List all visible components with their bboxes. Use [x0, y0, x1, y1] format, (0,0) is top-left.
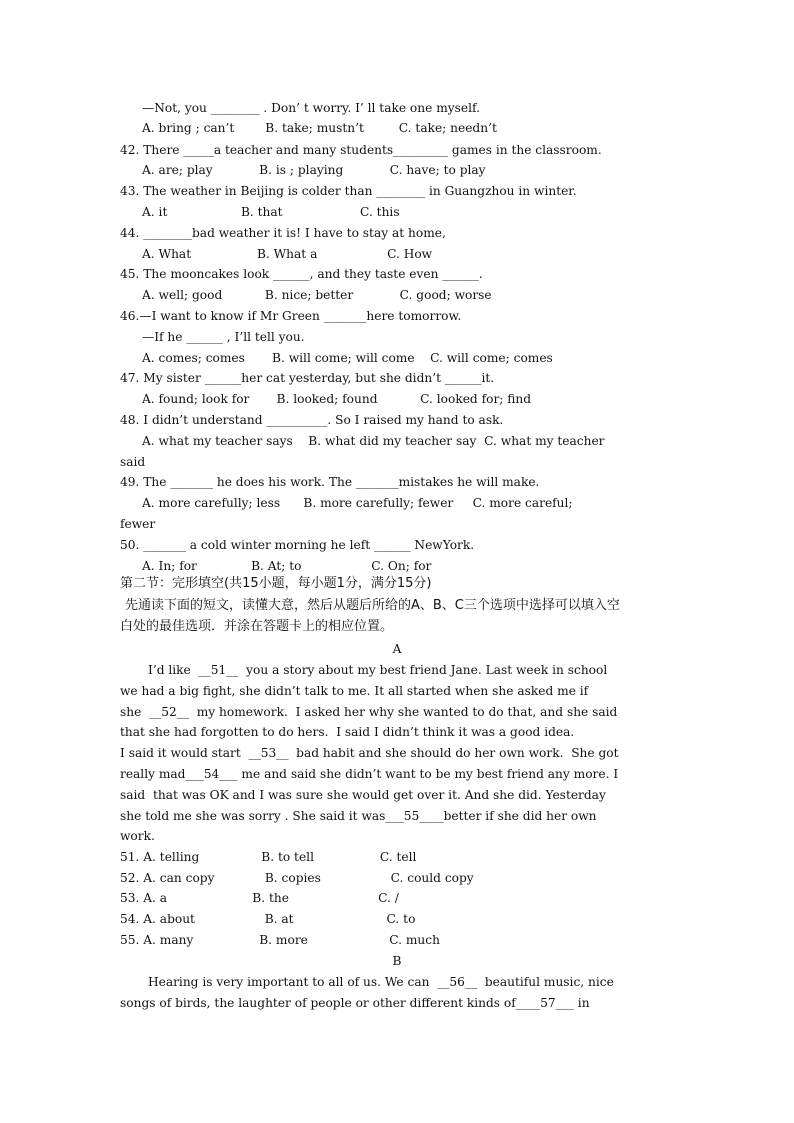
- option-line: 53. A. a B. the C. /: [120, 891, 399, 905]
- option-line: 55. A. many B. more C. much: [120, 933, 440, 947]
- passage-line: really mad___54___ me and said she didn’t want to be my best friend any more. I: [120, 767, 619, 781]
- text-line: 42. There _____a teacher and many students_________ games in the classroom.: [120, 143, 602, 157]
- text-line: A. In; for B. At; to C. On; for: [142, 559, 432, 573]
- text-line: A. are; play B. is ; playing C. have; to play: [142, 163, 486, 177]
- option-line: 52. A. can copy B. copies C. could copy: [120, 871, 474, 885]
- text-line: A. comes; comes B. will come; will come C. will come; comes: [142, 351, 553, 365]
- text-line: said: [120, 455, 146, 469]
- text-line: 44. ________bad weather it is! I have to stay at home,: [120, 226, 446, 240]
- text-line: 45. The mooncakes look ______, and they taste even ______.: [120, 267, 483, 281]
- text-line: A. well; good B. nice; better C. good; worse: [142, 288, 492, 302]
- passage-line: she told me she was sorry . She said it was___55____better if she did her own: [120, 809, 597, 823]
- passage-line: we had a big fight, she didn’t talk to me. It all started when she asked me if: [120, 684, 589, 698]
- text-line: A. What B. What a C. How: [142, 247, 433, 261]
- passage-line: she __52__ my homework. I asked her why she wanted to do that, and she said: [120, 705, 618, 719]
- option-line: 54. A. about B. at C. to: [120, 912, 416, 926]
- text-line: A. bring ; can’t B. take; mustn’t C. take; needn’t: [142, 121, 497, 135]
- text-line: 47. My sister ______her cat yesterday, but she didn’t ______it.: [120, 371, 495, 385]
- text-line: 46.—I want to know if Mr Green _______here tomorrow.: [120, 309, 462, 323]
- passage-label: B: [392, 954, 402, 968]
- text-line: 49. The _______ he does his work. The _______mistakes he will make.: [120, 475, 540, 489]
- passage-line: Hearing is very important to all of us. We can __56__ beautiful music, nice: [148, 975, 614, 989]
- passage-line: songs of birds, the laughter of people or other different kinds of____57___ in: [120, 996, 590, 1010]
- text-line: 50. _______ a cold winter morning he left ______ NewYork.: [120, 538, 475, 552]
- instruction-line: 白处的最佳选项．并涂在答题卡上的相应位置。: [120, 619, 394, 634]
- passage-label: A: [392, 642, 402, 656]
- passage-line: said that was OK and I was sure she would get over it. And she did. Yesterday: [120, 788, 606, 802]
- passage-line: I’d like __51__ you a story about my best friend Jane. Last week in school: [148, 663, 608, 677]
- section-heading: 第二节：完形填空(共15小题，每小题1分，满分15分): [120, 576, 432, 591]
- instruction-line: 先通读下面的短文，读懂大意，然后从题后所给的A、B、C三个选项中选择可以填入空: [125, 598, 620, 613]
- text-line: —Not, you ________ . Don’ t worry. I’ ll take one myself.: [142, 101, 480, 115]
- option-line: 51. A. telling B. to tell C. tell: [120, 850, 417, 864]
- text-line: A. found; look for B. looked; found C. looked for; find: [142, 392, 532, 406]
- passage-line: that she had forgotten to do hers. I said I didn’t think it was a good idea.: [120, 725, 575, 739]
- text-line: A. what my teacher says B. what did my teacher say C. what my teacher: [142, 434, 605, 448]
- text-line: —If he ______ , I’ll tell you.: [142, 330, 305, 344]
- text-line: A. it B. that C. this: [142, 205, 400, 219]
- text-line: 48. I didn’t understand __________. So I raised my hand to ask.: [120, 413, 504, 427]
- text-line: A. more carefully; less B. more carefully; fewer C. more careful;: [142, 496, 573, 510]
- passage-line: work.: [120, 829, 155, 843]
- passage-line: I said it would start __53__ bad habit and she should do her own work. She got: [120, 746, 619, 760]
- text-line: fewer: [120, 517, 156, 531]
- text-line: 43. The weather in Beijing is colder than ________ in Guangzhou in winter.: [120, 184, 577, 198]
